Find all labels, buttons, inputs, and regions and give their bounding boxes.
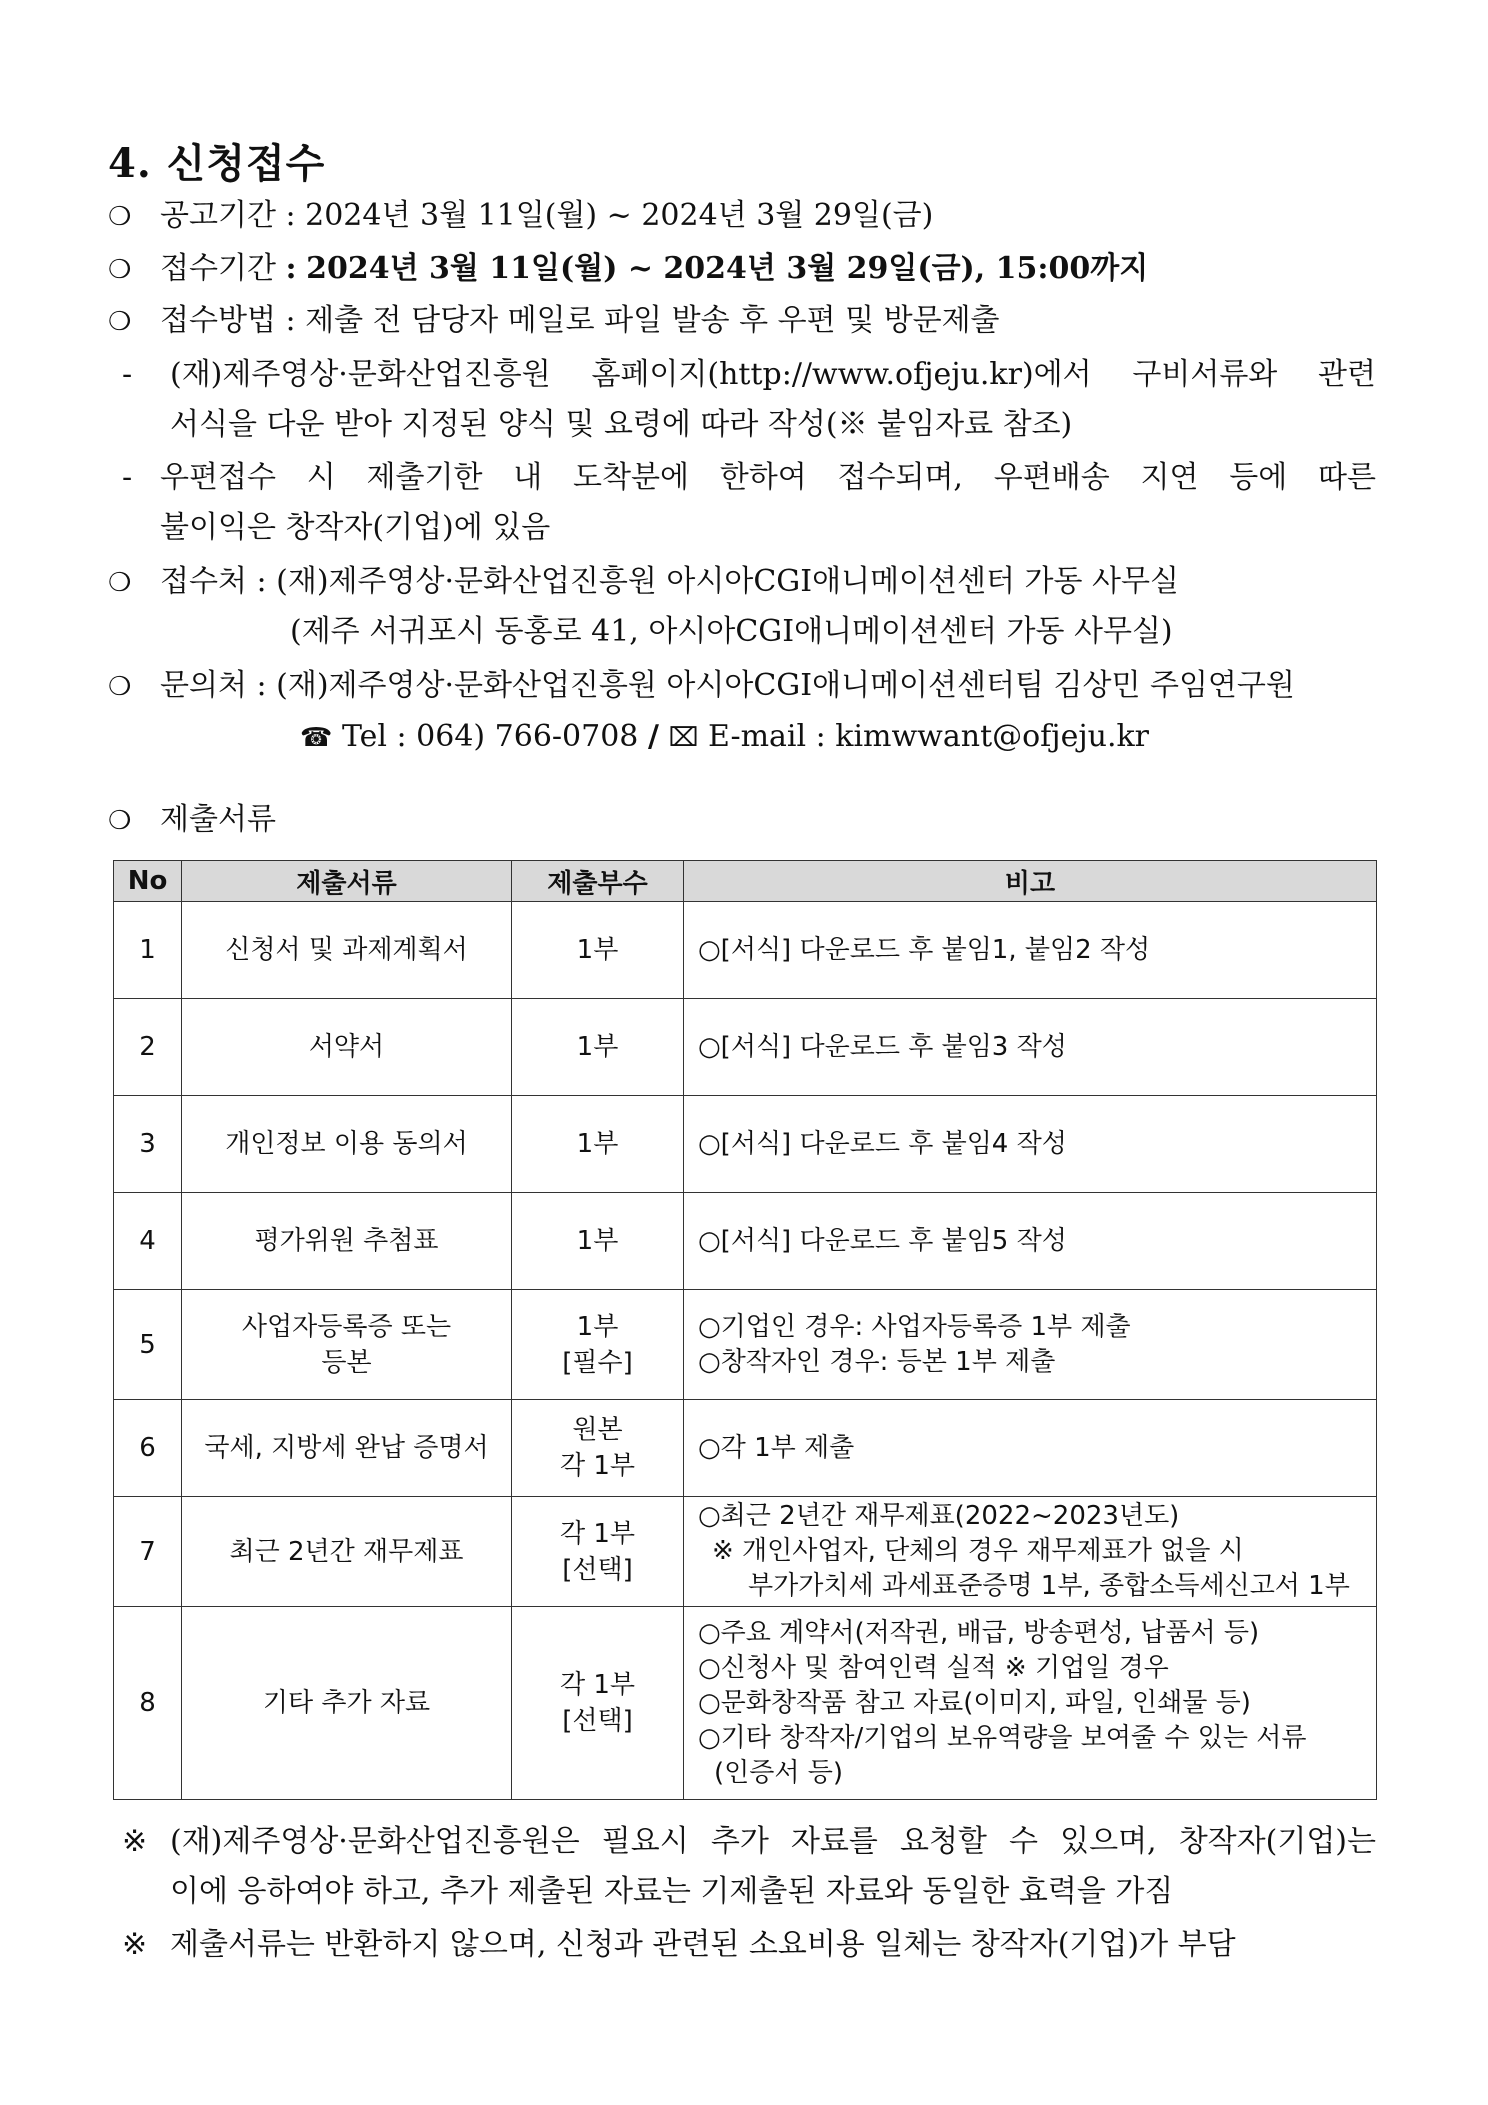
remark-text: ○기업인 경우: 사업자등록증 1부 제출 [698,1311,1131,1342]
remark-text: ○각 1부 제출 [698,1432,855,1463]
row-no: 2 [114,999,182,1096]
bullet-icon: ❍ [108,307,132,337]
row-document [182,1193,512,1290]
row-copies [512,1497,684,1607]
bullet-icon: ❍ [108,255,132,285]
copies-text: 1부 [576,1032,619,1062]
doc-text: 개인정보 이용 동의서 [225,1129,468,1159]
bullet-icon: ❍ [108,202,132,232]
bullet-icon: ❍ [108,568,132,598]
row-remarks [684,1193,1377,1290]
header-copies: 제출부수 [512,861,684,902]
separator: : [256,564,267,599]
reception-period [108,249,1148,290]
remark-text: ○주요 계약서(저작권, 배급, 방송편성, 납품서 등) [698,1617,1260,1648]
note2: 제출서류는 반환하지 않으며, 신청과 관련된 소요비용 일체는 창작자(기업)가 부담 [170,1927,1236,1962]
contact-value: (재)제주영상·문화산업진흥원 아시아CGI애니메이션센터팀 김상민 주임연구원 [276,668,1295,703]
remark-note: ※ 개인사업자, 단체의 경우 재무제표가 없을 시 [712,1536,1244,1566]
contact-divider: / [647,719,659,754]
remark-text: ○[서식] 다운로드 후 붙임1, 붙임2 작성 [698,934,1151,965]
row-copies [512,1096,684,1193]
docs-title-text: 제출서류 [160,802,276,837]
table-row [114,902,1377,999]
table-row [114,1290,1377,1400]
remark-text: ○최근 2년간 재무제표(2022~2023년도) [698,1501,1180,1531]
announcement-period [108,196,933,237]
mail-icon: ⌧ [668,723,699,753]
table-header-row [114,861,1377,902]
copies-text: 각 1부 [559,1518,636,1549]
row-copies [512,902,684,999]
period-value: 2024년 3월 11일(월) ~ 2024년 3월 29일(금) [305,198,934,233]
bullet-icon: ❍ [108,672,132,702]
copies-text: 1부 [576,935,619,965]
method-sub2-line2: 불이익은 창작자(기업)에 있음 [160,510,551,545]
header-document: 제출서류 [182,861,512,902]
copies-text: 각 1부 [559,1451,636,1481]
row-remarks [684,1096,1377,1193]
method-sub1-line1: (재)제주영상·문화산업진흥원 홈페이지(http://www.ofjeju.kr)에서 구비서류와 관련 [170,357,1376,392]
table-row [114,1096,1377,1193]
docs-title [108,800,276,841]
copies-text: 1부 [576,1129,619,1159]
note1-line1: (재)제주영상·문화산업진흥원은 필요시 추가 자료를 요청할 수 있으며, 창작자(기업)는 [170,1824,1376,1859]
row-no: 6 [114,1400,182,1497]
row-remarks [684,1607,1377,1800]
table-row [114,1400,1377,1497]
method-label: 접수방법 [160,303,276,338]
bullet-icon: ❍ [108,806,132,836]
row-copies [512,1290,684,1400]
place-value: (재)제주영상·문화산업진흥원 아시아CGI애니메이션센터 가동 사무실 [276,564,1179,599]
row-remarks [684,902,1377,999]
table-row [114,1607,1377,1800]
note-marker: ※ [122,1824,148,1859]
doc-text: 기타 추가 자료 [262,1688,431,1718]
remark-text: (인증서 등) [714,1757,844,1788]
row-document [182,1290,512,1400]
table-row [114,999,1377,1096]
row-copies [512,1193,684,1290]
reception-value: 2024년 3월 11일(월) ~ 2024년 3월 29일(금), 15:00까지 [306,251,1149,286]
doc-text: 사업자등록증 또는 [241,1311,452,1342]
header-no: No [114,861,182,902]
row-document [182,999,512,1096]
row-document [182,902,512,999]
documents-table [113,860,1377,1800]
place-address: (제주 서귀포시 동홍로 41, 아시아CGI애니메이션센터 가동 사무실) [290,614,1173,649]
phone-icon: ☎ [300,723,333,753]
copies-text: [필수] [562,1347,633,1378]
row-document [182,1096,512,1193]
contact-details [300,717,1149,758]
dash-marker: - [122,357,133,392]
separator: : [285,251,297,286]
copies-text: [선택] [562,1554,633,1585]
table-row [114,1497,1377,1607]
remark-text: ○문화창작품 참고 자료(이미지, 파일, 인쇄물 등) [698,1687,1251,1718]
remark-text: ○신청사 및 참여인력 실적 ※ 기업일 경우 [698,1652,1169,1683]
remark-text: ○기타 창작자/기업의 보유역량을 보여줄 수 있는 서류 [698,1722,1307,1753]
place-label: 접수처 [160,564,247,599]
contact-label: 문의처 [160,668,247,703]
remark-text: ○[서식] 다운로드 후 붙임3 작성 [698,1031,1067,1062]
note-marker: ※ [122,1927,148,1962]
contact-tel: Tel : 064) 766-0708 [341,719,639,754]
reception-method [108,301,1000,342]
method-value: 제출 전 담당자 메일로 파일 발송 후 우편 및 방문제출 [305,303,1000,338]
row-remarks [684,999,1377,1096]
table-row [114,1193,1377,1290]
row-document [182,1607,512,1800]
note1-line2: 이에 응하여야 하고, 추가 제출된 자료는 기제출된 자료와 동일한 효력을 가짐 [170,1874,1174,1909]
contact [108,666,1295,707]
remark-note-cont: 부가가치세 과세표준증명 1부, 종합소득세신고서 1부 [748,1571,1350,1601]
period-label: 공고기간 [160,198,276,233]
separator: : [285,303,296,338]
row-copies [512,1400,684,1497]
row-no: 3 [114,1096,182,1193]
contact-email[interactable]: E-mail : kimwwant@ofjeju.kr [707,719,1150,754]
copies-text: 1부 [576,1226,619,1256]
doc-text: 서약서 [308,1032,385,1062]
method-sub2-line1: 우편접수 시 제출기한 내 도착분에 한하여 접수되며, 우편배송 지연 등에 따른 [160,460,1376,495]
reception-place [108,562,1179,603]
row-document [182,1497,512,1607]
row-no: 8 [114,1607,182,1800]
row-copies [512,999,684,1096]
row-no: 7 [114,1497,182,1607]
row-remarks [684,1290,1377,1400]
row-document [182,1400,512,1497]
remark-text: ○[서식] 다운로드 후 붙임5 작성 [698,1225,1067,1256]
method-sub1-line2: 서식을 다운 받아 지정된 양식 및 요령에 따라 작성(※ 붙임자료 참조) [170,407,1073,442]
doc-text: 최근 2년간 재무제표 [229,1536,464,1567]
header-remarks: 비고 [684,861,1377,902]
row-remarks [684,1400,1377,1497]
row-no: 4 [114,1193,182,1290]
separator: : [256,668,267,703]
row-no: 5 [114,1290,182,1400]
doc-text: 신청서 및 과제계획서 [225,935,468,965]
copies-text: 원본 [572,1415,623,1445]
remark-text: ○창작자인 경우: 등본 1부 제출 [698,1346,1056,1377]
row-copies [512,1607,684,1800]
section-heading: 4. 신청접수 [108,140,326,187]
remark-text: ○[서식] 다운로드 후 붙임4 작성 [698,1128,1067,1159]
doc-text: 국세, 지방세 완납 증명서 [204,1433,489,1463]
copies-text: 각 1부 [559,1670,636,1700]
reception-label: 접수기간 [160,251,276,286]
separator: : [285,198,296,233]
row-no: 1 [114,902,182,999]
copies-text: 1부 [576,1311,619,1342]
doc-text: 평가위원 추첨표 [254,1226,439,1256]
row-remarks [684,1497,1377,1607]
copies-text: [선택] [562,1706,633,1736]
dash-marker: - [122,460,133,495]
doc-text: 등본 [321,1347,372,1378]
